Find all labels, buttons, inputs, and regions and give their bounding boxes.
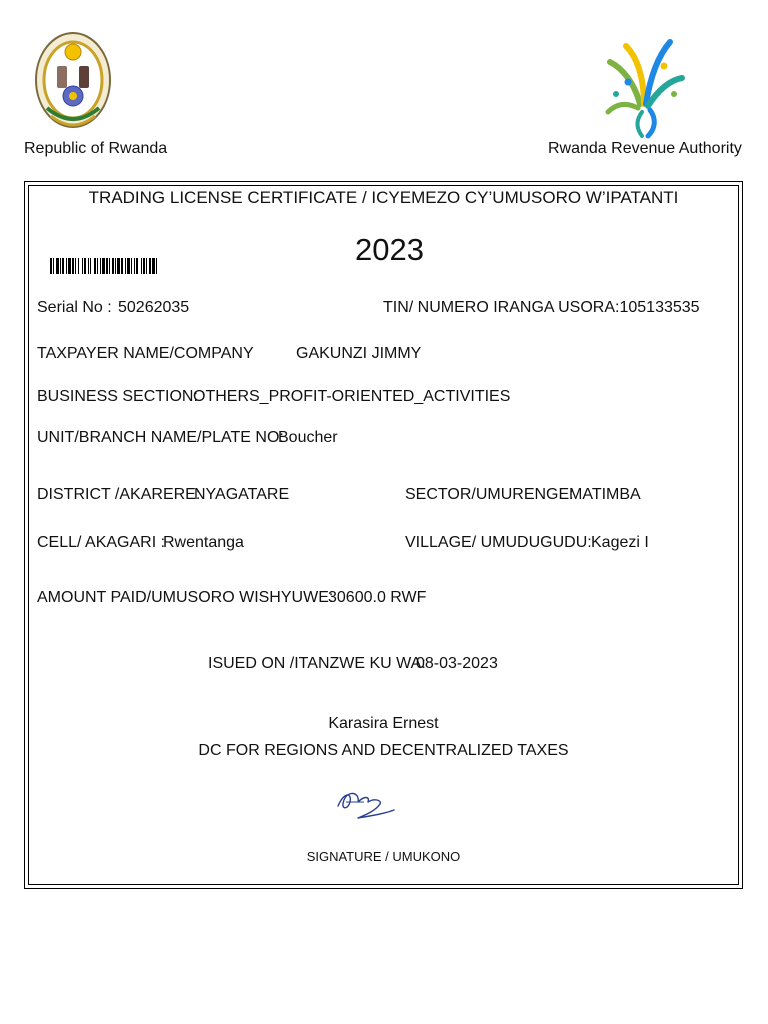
barcode-bar xyxy=(97,258,98,274)
unit-label: UNIT/BRANCH NAME/PLATE NO: xyxy=(37,429,284,446)
cell-label: CELL/ AKAGARI : xyxy=(37,534,166,551)
barcode-bar xyxy=(131,258,132,274)
district-value: NYAGATARE xyxy=(194,486,290,503)
signatory-title: DC FOR REGIONS AND DECENTRALIZED TAXES xyxy=(198,742,569,759)
barcode-bar xyxy=(75,258,76,274)
barcode-bar xyxy=(125,258,126,274)
issued-date: 08-03-2023 xyxy=(416,655,498,672)
barcode-bar xyxy=(94,258,96,274)
barcode-bar xyxy=(146,258,147,274)
signature-icon xyxy=(330,780,400,828)
amount-value: 30600.0 RWF xyxy=(328,589,427,606)
rra-fountain-logo-icon xyxy=(604,32,686,142)
barcode-bar xyxy=(56,258,59,274)
village-value: Kagezi I xyxy=(591,534,649,551)
serial-value: 50262035 xyxy=(118,299,190,316)
signatory-name: Karasira Ernest xyxy=(328,715,439,732)
barcode-bar xyxy=(72,258,74,274)
unit-value: Boucher xyxy=(278,429,338,446)
barcode-bar xyxy=(152,258,155,274)
barcode-bar xyxy=(60,258,61,274)
barcode-bar xyxy=(90,258,91,274)
barcode-bar xyxy=(66,258,67,274)
tin-number: TIN/ NUMERO IRANGA USORA:105133535 xyxy=(383,299,700,316)
sector-value: MATIMBA xyxy=(569,486,641,503)
barcode-bar xyxy=(117,258,120,274)
barcode-bar xyxy=(102,258,105,274)
business-section-value: OTHERS_PROFIT-ORIENTED_ACTIVITIES xyxy=(193,388,511,405)
rra-caption: Rwanda Revenue Authority xyxy=(548,140,742,157)
barcode-bar xyxy=(134,258,135,274)
serial-label: Serial No : xyxy=(37,299,112,316)
barcode-bar xyxy=(68,258,71,274)
barcode-bar xyxy=(136,258,138,274)
taxpayer-label: TAXPAYER NAME/COMPANY xyxy=(37,345,254,362)
barcode-bar xyxy=(82,258,83,274)
barcode-bar xyxy=(84,258,86,274)
district-label: DISTRICT /AKARERE: xyxy=(37,486,201,503)
barcode-bar xyxy=(88,258,89,274)
republic-caption: Republic of Rwanda xyxy=(24,140,168,157)
barcode-bar xyxy=(53,258,54,274)
barcode-bar xyxy=(141,258,142,274)
barcode-bar xyxy=(109,258,110,274)
barcode-bar xyxy=(149,258,151,274)
barcode-bar xyxy=(121,258,123,274)
rwanda-coat-of-arms-icon xyxy=(33,30,113,138)
business-section-label: BUSINESS SECTION: xyxy=(37,388,198,405)
taxpayer-value: GAKUNZI JIMMY xyxy=(296,345,422,362)
amount-label: AMOUNT PAID/UMUSORO WISHYUWE: xyxy=(37,589,334,606)
barcode-bar xyxy=(50,258,52,274)
barcode-bar xyxy=(62,258,64,274)
barcode-bar xyxy=(115,258,116,274)
barcode-bar xyxy=(112,258,114,274)
cell-value: Rwentanga xyxy=(163,534,244,551)
barcode-icon xyxy=(50,258,226,274)
certificate-title: TRADING LICENSE CERTIFICATE / ICYEMEZO CY’UMUSORO W’IPATANTI xyxy=(88,188,679,207)
barcode-bar xyxy=(143,258,145,274)
issued-label: ISUED ON /ITANZWE KU WA: xyxy=(208,655,426,672)
barcode-bar xyxy=(100,258,101,274)
barcode-bar xyxy=(127,258,130,274)
signature-caption: SIGNATURE / UMUKONO xyxy=(306,849,461,864)
sector-label: SECTOR/UMURENGE: xyxy=(405,486,574,503)
certificate-year: 2023 xyxy=(355,232,424,267)
barcode-bar xyxy=(78,258,79,274)
barcode-bar xyxy=(106,258,108,274)
barcode-bar xyxy=(156,258,157,274)
village-label: VILLAGE/ UMUDUGUDU: xyxy=(405,534,592,551)
